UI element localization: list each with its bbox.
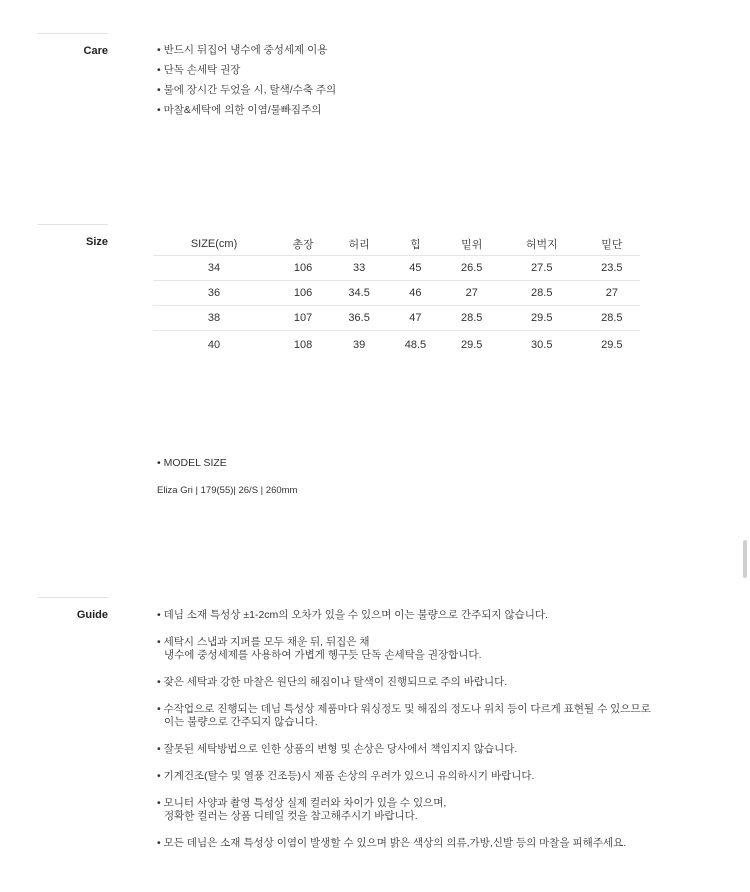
guide-label: Guide: [76, 609, 108, 621]
table-cell: 106: [275, 281, 331, 306]
size-table-header: 밑위: [444, 232, 500, 256]
size-table-header: SIZE(cm): [153, 232, 275, 256]
care-label: Care: [83, 45, 108, 57]
guide-item-text: • 모든 데님은 소재 특성상 이염이 발생할 수 있으며 밝은 색상의 의류,가방,신발 등의 마찰을 피해주세요.: [157, 837, 626, 849]
table-cell: 108: [293, 339, 313, 351]
care-item: • 단독 손세탁 권장: [157, 64, 336, 77]
table-cell: 48.5: [404, 339, 427, 351]
table-cell: 45: [387, 256, 443, 281]
care-list: [157, 44, 336, 124]
guide-item-text: • 기계건조(탈수 및 열풍 건조등)시 제품 손상의 우려가 있으니 유의하시기 바랍니다.: [157, 770, 534, 782]
table-cell: 46: [387, 281, 443, 306]
guide-divider: [38, 597, 108, 598]
guide-item-text: • 잦은 세탁과 강한 마찰은 원단의 해짐이나 탈색이 진행되므로 주의 바랍니다.: [157, 676, 507, 688]
model-size-value: Eliza Gri | 179(55)| 26/S | 260mm: [157, 485, 298, 496]
table-cell: 29.5: [601, 339, 623, 351]
guide-item-text-continued: 이는 불량으로 간주되지 않습니다.: [164, 716, 318, 728]
table-cell: 39: [352, 339, 366, 351]
guide-item-text: • 모니터 사양과 촬영 특성상 실제 컬러와 차이가 있을 수 있으며,: [157, 797, 446, 809]
table-cell: 107: [275, 306, 331, 331]
guide-item: [157, 609, 651, 622]
size-table-header: 힙: [387, 232, 443, 256]
table-cell: 30.5: [531, 339, 553, 351]
size-table-header-row: [153, 232, 640, 256]
table-cell: 28.5: [500, 281, 584, 306]
table-cell: 27: [444, 281, 500, 306]
size-label: Size: [85, 236, 108, 248]
table-row: [153, 306, 640, 331]
table-cell: 29.5: [461, 339, 483, 351]
scrollbar-thumb[interactable]: [743, 540, 747, 578]
model-size-title: • MODEL SIZE: [157, 457, 227, 469]
table-cell: 34: [153, 256, 275, 281]
guide-item: [157, 636, 651, 662]
care-item: • 물에 장시간 두었을 시, 탈색/수축 주의: [157, 84, 336, 97]
table-cell: 47: [387, 306, 443, 331]
guide-item-text-continued: 정확한 컬러는 상품 디테일 컷을 참고해주시기 바랍니다.: [164, 810, 418, 822]
table-cell: 28.5: [444, 306, 500, 331]
table-row: [153, 281, 640, 306]
care-divider: [38, 33, 108, 34]
care-item: • 마찰&세탁에 의한 이염/물빠짐주의: [157, 104, 336, 117]
table-cell: 106: [275, 256, 331, 281]
size-table-header: 허벅지: [500, 232, 584, 256]
size-divider: [38, 224, 108, 225]
guide-list: [157, 609, 651, 864]
table-cell: 34.5: [331, 281, 387, 306]
table-cell: 28.5: [584, 306, 640, 331]
table-cell: 33: [331, 256, 387, 281]
care-item: • 반드시 뒤집어 냉수에 중성세제 이용: [157, 44, 336, 57]
guide-item: [157, 837, 651, 850]
table-cell: 27: [584, 281, 640, 306]
table-cell: 40: [207, 339, 221, 351]
table-cell: 36: [153, 281, 275, 306]
guide-item-text: • 데님 소재 특성상 ±1-2cm의 오차가 있을 수 있으며 이는 불량으로 간주되지 않습니다.: [157, 609, 548, 621]
size-table: [153, 232, 640, 359]
guide-item: [157, 676, 651, 689]
table-cell: 27.5: [500, 256, 584, 281]
size-table-header: 밑단: [584, 232, 640, 256]
guide-item-text-continued: 냉수에 중성세제를 사용하여 가볍게 헹구듯 단독 손세탁을 권장합니다.: [164, 649, 482, 661]
table-cell: 23.5: [584, 256, 640, 281]
table-cell: 29.5: [500, 306, 584, 331]
guide-item-text: • 수작업으로 진행되는 데님 특성상 제품마다 워싱정도 및 해짐의 정도나 위치 등이 다르게 표현될 수 있으므로: [157, 703, 651, 715]
guide-item-text: • 세탁시 스냅과 지퍼를 모두 채운 뒤, 뒤집은 채: [157, 636, 370, 648]
guide-item-text: • 잘못된 세탁방법으로 인한 상품의 변형 및 손상은 당사에서 책임지지 않습니다.: [157, 743, 517, 755]
table-cell: 26.5: [444, 256, 500, 281]
guide-item: [157, 770, 651, 783]
size-table-header: 총장: [275, 232, 331, 256]
guide-item: [157, 703, 651, 729]
table-cell: 38: [153, 306, 275, 331]
guide-item: [157, 797, 651, 823]
size-table-header: 허리: [331, 232, 387, 256]
guide-item: [157, 743, 651, 756]
table-row: [153, 331, 640, 360]
table-cell: 36.5: [331, 306, 387, 331]
table-row: [153, 256, 640, 281]
